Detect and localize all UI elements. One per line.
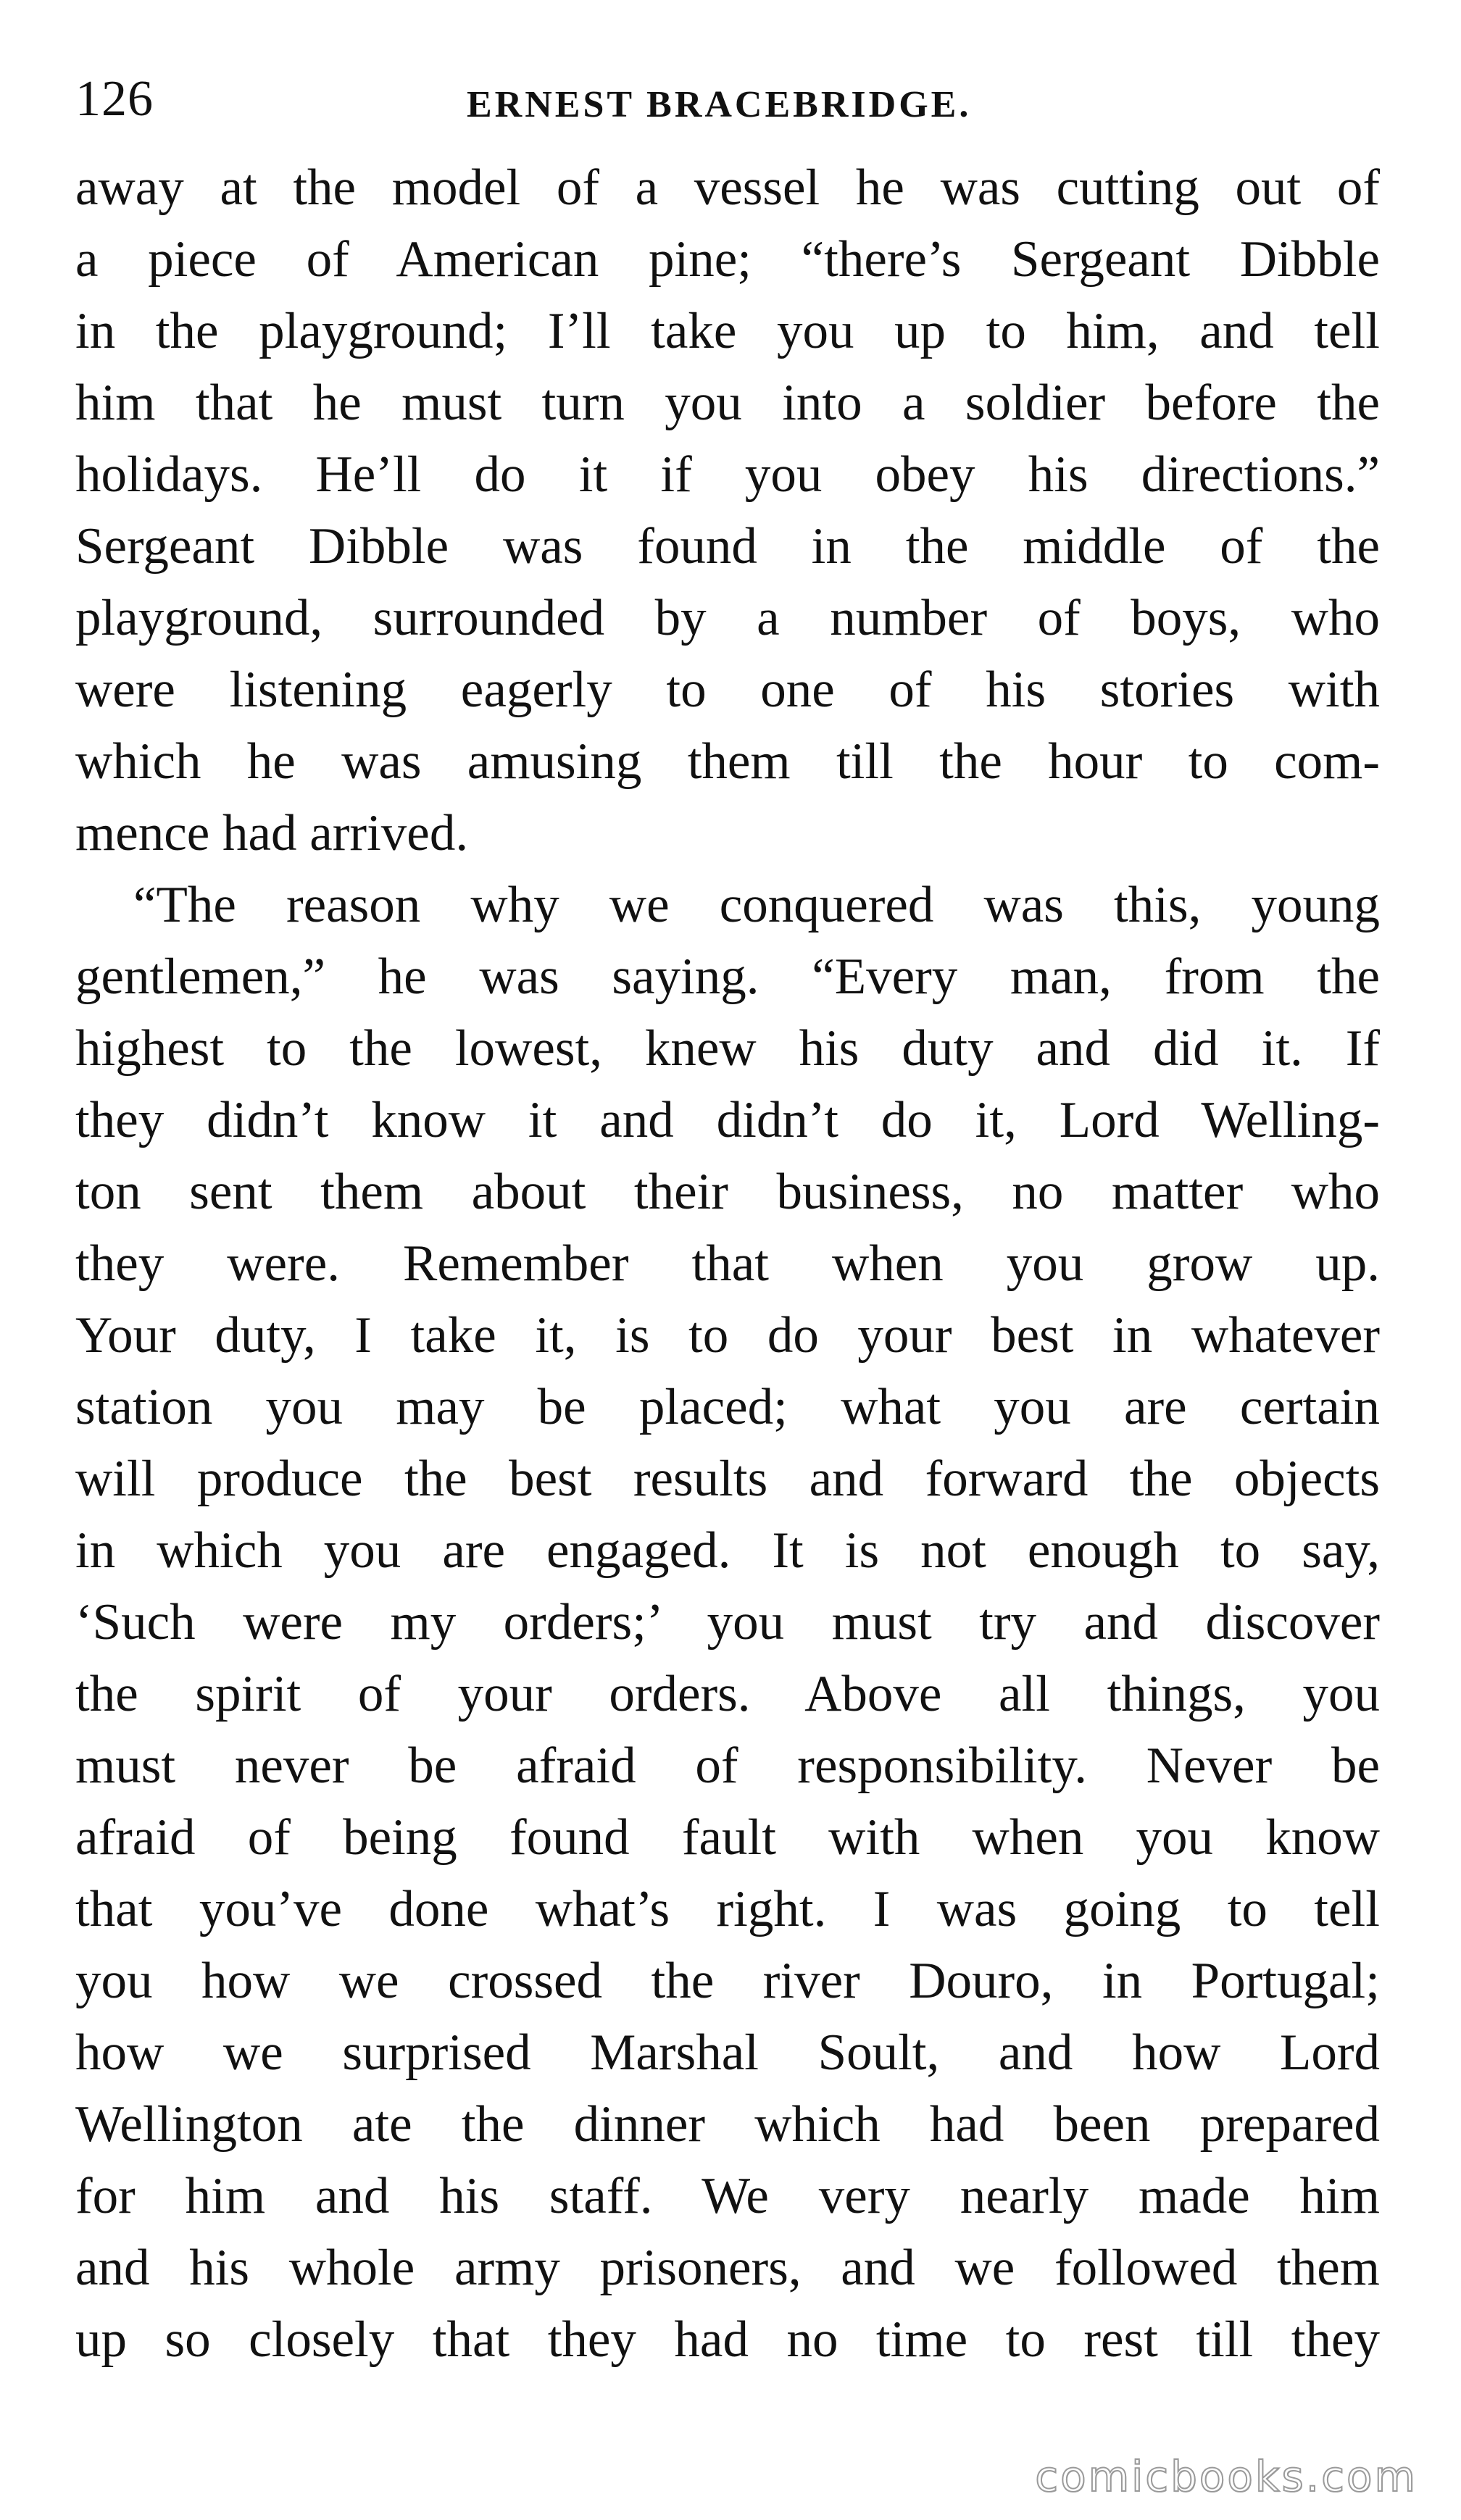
text-line: playground, surrounded by a number of boys, who <box>75 590 1380 646</box>
paragraph-2 <box>75 869 1380 2376</box>
page-number: 126 <box>75 71 154 127</box>
text-line: ton sent them about their business, no matter who <box>75 1164 1380 1220</box>
text-line: they were. Remember that when you grow up. <box>75 1235 1380 1292</box>
text-line: that you’ve done what’s right. I was going to tell <box>75 1881 1380 1937</box>
text-line: which he was amusing them till the hour to com- <box>75 733 1380 790</box>
text-line: in which you are engaged. It is not enough to say, <box>75 1522 1380 1579</box>
text-line: mence had arrived. <box>75 805 469 861</box>
text-line: how we surprised Marshal Soult, and how Lord <box>75 2024 1380 2081</box>
text-line: station you may be placed; what you are certain <box>75 1379 1380 1435</box>
text-line: afraid of being found fault with when you know <box>75 1809 1380 1866</box>
text-line: will produce the best results and forward the objects <box>75 1451 1380 1507</box>
text-line: were listening eagerly to one of his stories with <box>75 662 1380 718</box>
text-line: a piece of American pine; “there’s Sergeant Dibble <box>75 231 1380 288</box>
body-text <box>75 152 1380 2376</box>
text-line: highest to the lowest, knew his duty and did it. If <box>75 1020 1380 1077</box>
text-line: Your duty, I take it, is to do your best in whatever <box>75 1307 1380 1364</box>
text-line: you how we crossed the river Douro, in Portugal; <box>75 1953 1380 2009</box>
text-line: and his whole army prisoners, and we followed them <box>75 2240 1380 2296</box>
text-line: for him and his staff. We very nearly made him <box>75 2168 1380 2224</box>
text-line: “The reason why we conquered was this, young <box>133 877 1380 933</box>
text-line: the spirit of your orders. Above all things, you <box>75 1666 1380 1722</box>
text-line: they didn’t know it and didn’t do it, Lord Welling- <box>75 1092 1380 1148</box>
text-line: Sergeant Dibble was found in the middle of the <box>75 518 1380 575</box>
text-line: up so closely that they had no time to rest till they <box>75 2311 1380 2368</box>
text-line: must never be afraid of responsibility. Never be <box>75 1737 1380 1794</box>
running-head: ERNEST BRACEBRIDGE. <box>467 84 972 125</box>
text-line: ‘Such were my orders;’ you must try and discover <box>75 1594 1380 1651</box>
text-line: in the playground; I’ll take you up to him, and tell <box>75 303 1380 359</box>
text-line: Wellington ate the dinner which had been prepared <box>75 2096 1380 2153</box>
page-header <box>75 67 1380 132</box>
text-line: gentlemen,” he was saying. “Every man, from the <box>75 948 1380 1005</box>
text-line: him that he must turn you into a soldier before the <box>75 375 1380 431</box>
text-line: holidays. He’ll do it if you obey his directions.” <box>75 446 1380 503</box>
paragraph-1 <box>75 152 1380 869</box>
text-line: away at the model of a vessel he was cutting out of <box>75 159 1380 216</box>
watermark: comicbooks.com <box>1035 2452 1418 2501</box>
